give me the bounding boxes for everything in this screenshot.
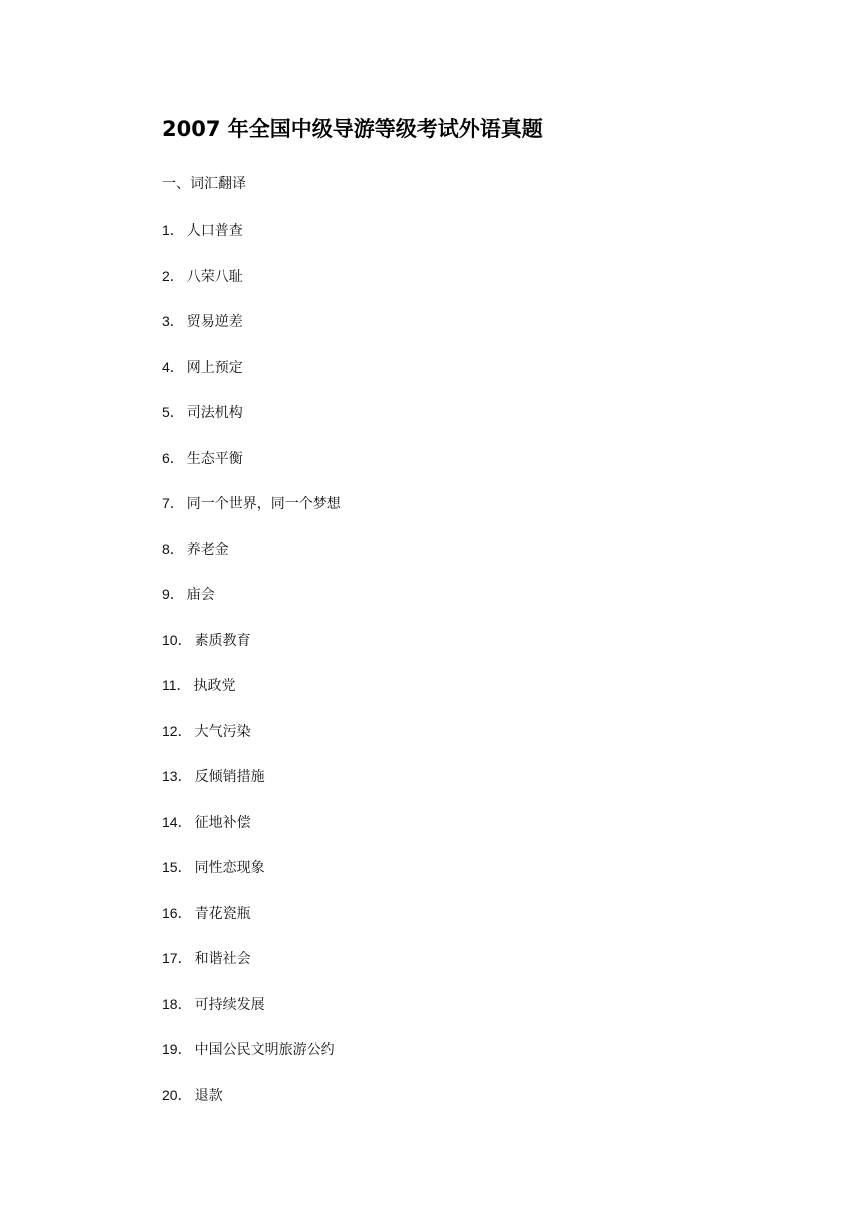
item-number: 19 — [162, 1041, 178, 1057]
list-item — [162, 857, 341, 903]
item-separator: ． — [177, 951, 192, 967]
item-term: 同一个世界，同一个梦想 — [186, 496, 341, 512]
item-term: 生态平衡 — [186, 450, 243, 467]
item-separator: ． — [169, 496, 184, 512]
item-separator: ． — [169, 541, 184, 558]
item-separator: ． — [169, 268, 184, 285]
item-separator: ． — [177, 905, 192, 922]
item-number: 14 — [162, 813, 178, 830]
item-number: 3 — [162, 313, 170, 329]
item-number: 7 — [162, 495, 170, 511]
item-separator: ． — [177, 860, 192, 876]
item-term: 征地补偿 — [194, 814, 251, 831]
vocabulary-list — [162, 220, 341, 1130]
item-separator: ． — [169, 405, 184, 421]
list-item — [162, 948, 341, 994]
item-term: 人口普查 — [186, 223, 243, 239]
item-number: 11 — [162, 677, 177, 693]
item-separator: ． — [169, 223, 184, 239]
item-term: 网上预定 — [186, 359, 243, 376]
item-number: 10 — [162, 631, 178, 648]
item-term: 和谐社会 — [194, 951, 251, 967]
item-number: 2 — [162, 267, 170, 284]
item-term: 退款 — [194, 1087, 223, 1104]
list-item — [162, 539, 341, 585]
item-number: 13 — [162, 768, 178, 784]
document-title: 2007 年全国中级导游等级考试外语真题 — [162, 117, 543, 141]
item-number: 5 — [162, 404, 170, 420]
item-number: 20 — [162, 1086, 178, 1103]
list-item — [162, 266, 341, 312]
item-number: 18 — [162, 995, 178, 1012]
item-number: 8 — [162, 540, 170, 557]
list-item — [162, 903, 341, 949]
list-item — [162, 812, 341, 858]
item-number: 17 — [162, 950, 178, 966]
item-separator: ． — [177, 632, 192, 649]
list-item — [162, 675, 341, 721]
item-number: 16 — [162, 904, 178, 921]
list-item — [162, 402, 341, 448]
item-number: 12 — [162, 722, 178, 739]
item-term: 反倾销措施 — [194, 769, 265, 785]
item-term: 素质教育 — [194, 632, 251, 649]
item-term: 养老金 — [186, 541, 229, 558]
list-item — [162, 493, 341, 539]
item-number: 4 — [162, 358, 170, 375]
item-separator: ． — [169, 450, 184, 467]
item-number: 6 — [162, 449, 170, 466]
item-term: 司法机构 — [186, 405, 243, 421]
item-separator: ． — [177, 814, 192, 831]
item-term: 青花瓷瓶 — [194, 905, 251, 922]
list-item — [162, 311, 341, 357]
item-term: 中国公民文明旅游公约 — [194, 1042, 335, 1058]
list-item — [162, 448, 341, 494]
item-number: 15 — [162, 859, 178, 875]
item-term: 庙会 — [186, 587, 215, 603]
list-item — [162, 357, 341, 403]
list-item — [162, 1039, 341, 1085]
item-separator: ． — [177, 769, 192, 785]
item-term: 执政党 — [193, 678, 236, 694]
section-heading: 一、词汇翻译 — [162, 176, 246, 192]
item-number: 9 — [162, 586, 170, 602]
item-separator: ． — [176, 678, 191, 694]
item-separator: ． — [169, 359, 184, 376]
item-separator: ． — [177, 996, 192, 1013]
list-item — [162, 766, 341, 812]
item-term: 大气污染 — [194, 723, 251, 740]
item-separator: ． — [177, 1087, 192, 1104]
item-term: 可持续发展 — [194, 996, 265, 1013]
item-separator: ． — [177, 1042, 192, 1058]
item-number: 1 — [162, 222, 170, 238]
item-term: 同性恋现象 — [194, 860, 265, 876]
item-separator: ． — [177, 723, 192, 740]
item-term: 贸易逆差 — [186, 314, 243, 330]
list-item — [162, 220, 341, 266]
list-item — [162, 584, 341, 630]
item-term: 八荣八耻 — [186, 268, 243, 285]
list-item — [162, 994, 341, 1040]
list-item — [162, 1085, 341, 1131]
list-item — [162, 630, 341, 676]
item-separator: ． — [169, 314, 184, 330]
item-separator: ． — [169, 587, 184, 603]
list-item — [162, 721, 341, 767]
